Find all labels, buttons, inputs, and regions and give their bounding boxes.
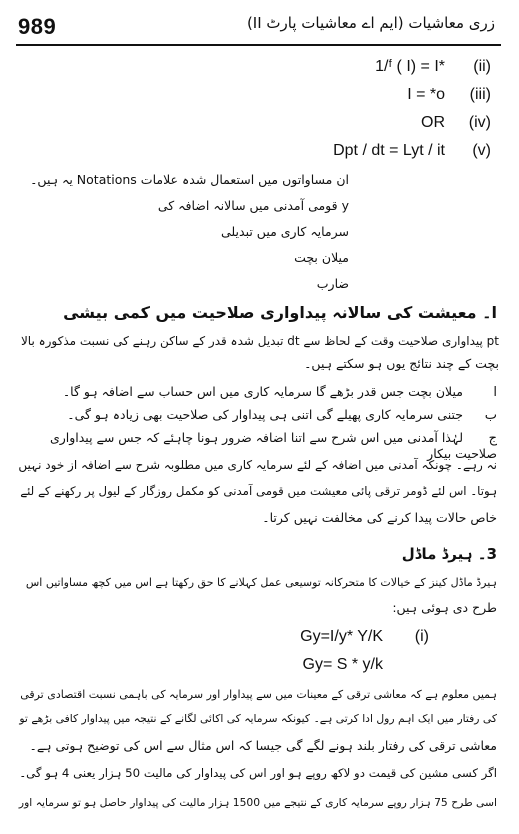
closing-para-line: ہمیں معلوم ہے کہ معاشی ترقی کے معینات میں سے پیداوار اور سرمایہ کی باہمی نسبت اقتصادی ترقی (20, 688, 497, 701)
equation-expression: Gy=I/y* Y/K (300, 628, 383, 645)
notation-intro: ان مساواتوں میں استعمال شدہ علامات Notations یہ ہیں۔ (30, 172, 349, 187)
equation-iv (421, 114, 491, 132)
list-item-c-line: نہ رہے۔ چونکہ آمدنی میں اضافہ کے لئے سرمایہ کاری میں مطلوبہ شرح سے اضافہ از خود نہیں (18, 458, 497, 472)
list-item-c-line: ہوتا۔ اس لئے ڈومر ترقی پائی معیشت میں قومی آمدنی کو مکمل روزگار کے لیول پر رکھنے کے لئے (20, 484, 497, 498)
equation-expression: 1/ᶠ ( I) = I* (375, 58, 445, 75)
list-item-a (17, 384, 497, 400)
closing-para-line: معاشی ترقی کی رفتار بلند ہونے لگے گی جیسا کہ اس مثال سے اس کی توضیح ہوتی ہے۔ (29, 738, 497, 753)
equation-number: (i) (414, 628, 429, 645)
equation-iii (407, 86, 491, 104)
section-3-heading: 3۔ ہیرڈ ماڈل (401, 545, 497, 563)
equation-expression: I = *o (407, 86, 445, 103)
closing-para-line: کی رفتار میں ایک اہم رول ادا کرتی ہے۔ کیونکہ سرمایہ کی اکائی لگانے کے نتیجہ میں پیداوار کافی بڑھے تو (19, 712, 497, 725)
list-item-c-line: خاص حالات پیدا کرنے کی مخالفت نہیں کرتا۔ (262, 510, 497, 525)
closing-para-line: اسی طرح 75 ہزار روپے سرمایہ کاری کے نتیجے میں 1500 ہزار مالیت کی پیداوار حاصل ہو تو سرمایہ اور (18, 796, 497, 809)
list-item-text: میلان بچت جس قدر بڑھے گا سرمایہ کاری میں اس حساب سے اضافہ ہو گا۔ (62, 384, 463, 399)
list-item-text: جتنی سرمایہ کاری پھیلے گی اتنی ہی پیداوار کی صلاحیت بھی زیادہ ہو گی۔ (67, 407, 463, 422)
section-a-heading: ا۔ معیشت کی سالانہ پیداواری صلاحیت میں کمی بیشی (63, 303, 497, 322)
equation-number: (iii) (469, 86, 491, 103)
list-item-c (17, 430, 497, 461)
equation-number: (iv) (468, 114, 491, 131)
section-a-para-line: بچت کے چند نتائج یوں ہو سکتے ہیں۔ (304, 356, 499, 371)
page-number: 989 (18, 14, 57, 39)
equation-v (333, 142, 491, 160)
harrod-equation-ii (303, 656, 383, 674)
notation-item: سرمایہ کاری میں تبدیلی (220, 224, 349, 239)
equation-number: (ii) (473, 58, 491, 75)
notation-item: میلان بچت (294, 250, 349, 265)
section-3-para-line: طرح دی ہوئی ہیں: (392, 600, 497, 615)
list-item-text: لہٰذا آمدنی میں اس شرح سے اتنا اضافہ ضرور ہونا چاہئے کہ جس سے پیداواری صلاحیت بیکار (49, 430, 497, 461)
equation-expression: OR (421, 114, 445, 131)
notation-item: y قومی آمدنی میں سالانہ اضافہ کی (157, 198, 349, 213)
equation-ii (375, 58, 491, 76)
running-header: زری معاشیات (ایم اے معاشیات پارٹ II) (246, 14, 495, 32)
equation-number: (v) (472, 142, 491, 159)
list-marker: ا (493, 385, 497, 400)
section-a-para-line: pt پیداواری صلاحیت وقت کے لحاظ سے dt تبدیل شدہ قدر کے ساکن رہنے کی نسبت مذکورہ بالا (20, 334, 499, 348)
list-marker: ج (488, 431, 497, 446)
equation-expression: Gy= S * y/k (302, 656, 383, 673)
section-3-para-line: ہیرڈ ماڈل کینز کے خیالات کا متحرکانہ توسیعی عمل کہلانے کا حق رکھتا ہے اس میں کچھ مساواتیں اس (25, 576, 497, 589)
harrod-equation-i (300, 628, 429, 646)
notation-item: ضارب (316, 276, 349, 291)
list-marker: ب (484, 408, 497, 423)
header-rule (16, 44, 501, 46)
closing-para-line: اگر کسی مشین کی قیمت دو لاکھ روپے ہو اور اس کی پیداوار کی مالیت 50 ہزار یعنی 4 ہو گی۔ (19, 766, 497, 780)
list-item-b (17, 407, 497, 423)
equation-expression: Dpt / dt = Lyt / it (333, 142, 445, 159)
